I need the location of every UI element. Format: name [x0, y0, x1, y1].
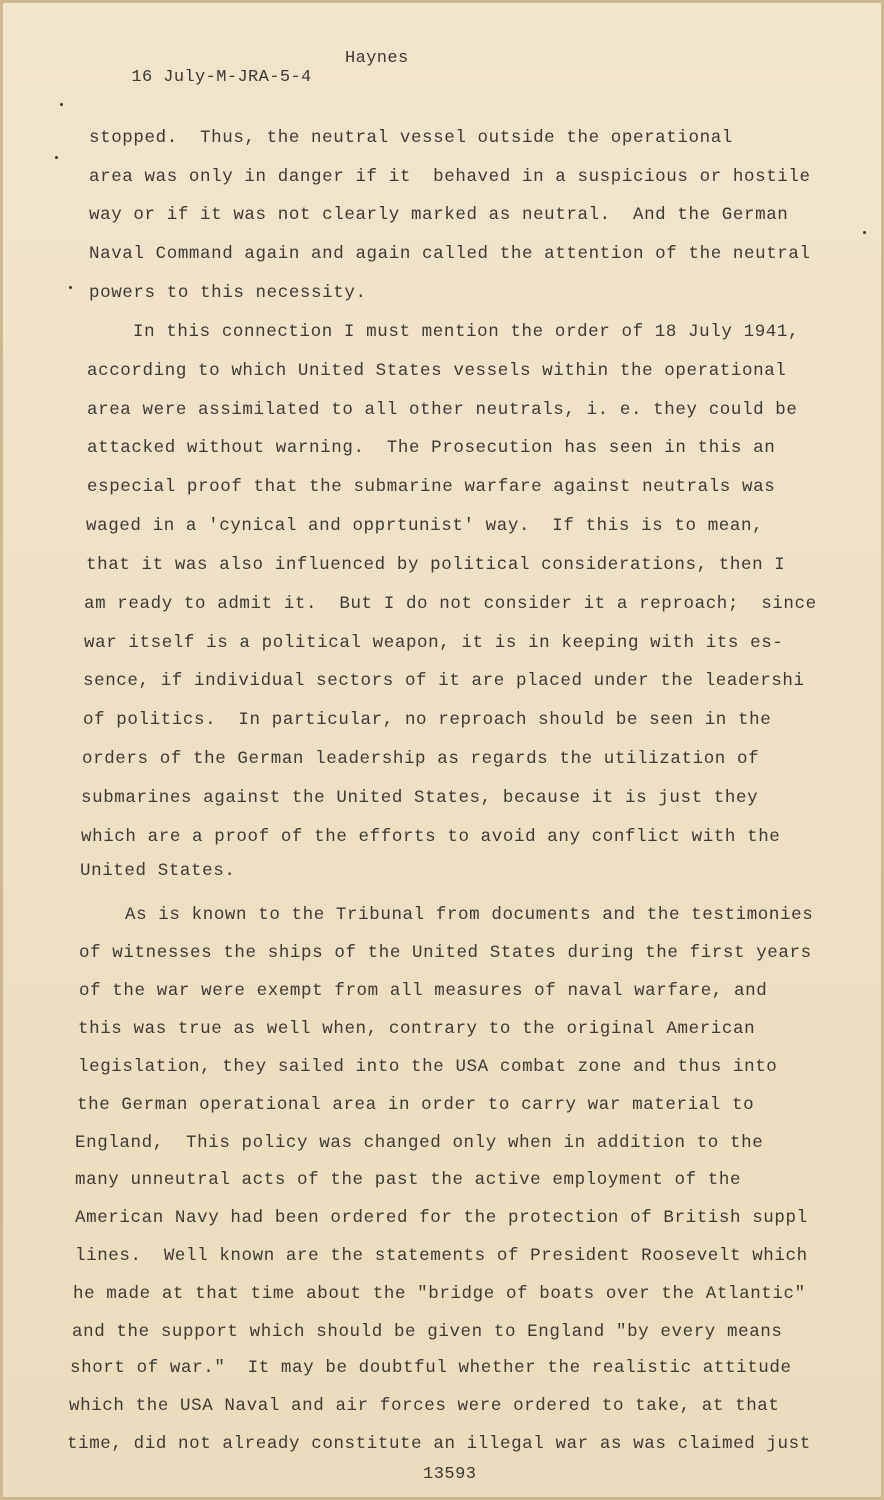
text-line: this was true as well when, contrary to the original American	[78, 1019, 756, 1039]
text-line: especial proof that the submarine warfare against neutrals was	[87, 477, 776, 497]
text-line: legislation, they sailed into the USA combat zone and thus into	[78, 1057, 778, 1077]
page-number: 13593	[423, 1465, 477, 1484]
page-header	[89, 49, 409, 125]
text-line: many unneutral acts of the past the active employment of the	[75, 1170, 742, 1190]
text-line: of politics. In particular, no reproach should be seen in the	[83, 710, 772, 730]
text-line: orders of the German leadership as regards the utilization of	[82, 749, 760, 769]
text-line: waged in a 'cynical and opprtunist' way. If this is to mean,	[86, 516, 764, 536]
text-line: area were assimilated to all other neutrals, i. e. they could be	[87, 400, 798, 420]
ink-speck	[69, 286, 72, 289]
text-line: and the support which should be given to England "by every means	[72, 1322, 783, 1342]
text-line: lines. Well known are the statements of President Roosevelt which	[75, 1246, 808, 1266]
speaker-name: Haynes	[345, 49, 409, 68]
text-line: area was only in danger if it behaved in a suspicious or hostile	[89, 167, 811, 187]
ink-speck	[60, 103, 63, 106]
text-line: As is known to the Tribunal from documents and the testimonies	[125, 905, 814, 925]
ink-speck	[863, 231, 866, 234]
text-line: of the war were exempt from all measures of naval warfare, and	[79, 981, 768, 1001]
text-line: In this connection I must mention the order of 18 July 1941,	[133, 322, 800, 342]
ink-speck	[55, 156, 58, 159]
text-line: time, did not already constitute an illegal war as was claimed just	[67, 1434, 811, 1454]
text-line: war itself is a political weapon, it is in keeping with its es-	[84, 633, 784, 653]
text-line: short of war." It may be doubtful whether the realistic attitude	[70, 1358, 792, 1378]
text-line: am ready to admit it. But I do not consider it a reproach; since	[84, 594, 817, 614]
text-line: which are a proof of the efforts to avoid any conflict with the	[81, 827, 781, 847]
text-line: United States.	[80, 861, 236, 881]
text-line: that it was also influenced by political considerations, then I	[86, 555, 786, 575]
text-line: American Navy had been ordered for the protection of British suppl	[75, 1208, 808, 1228]
text-line: stopped. Thus, the neutral vessel outside the operational	[89, 128, 733, 148]
text-line: England, This policy was changed only when in addition to the	[75, 1133, 764, 1153]
text-line: according to which United States vessels within the operational	[87, 361, 787, 381]
text-line: he made at that time about the "bridge of boats over the Atlantic"	[73, 1284, 806, 1304]
text-line: attacked without warning. The Prosecution has seen in this an	[87, 438, 776, 458]
text-line: powers to this necessity.	[89, 283, 367, 303]
document-reference: 16 July-M-JRA-5-4	[131, 68, 312, 87]
text-line: of witnesses the ships of the United States during the first years	[79, 943, 812, 963]
text-line: Naval Command again and again called the attention of the neutral	[89, 244, 811, 264]
text-line: sence, if individual sectors of it are placed under the leadershi	[83, 671, 805, 691]
text-line: submarines against the United States, because it is just they	[81, 788, 759, 808]
text-line: the German operational area in order to carry war material to	[77, 1095, 755, 1115]
text-line: which the USA Naval and air forces were ordered to take, at that	[69, 1396, 780, 1416]
text-line: way or if it was not clearly marked as neutral. And the German	[89, 205, 789, 225]
